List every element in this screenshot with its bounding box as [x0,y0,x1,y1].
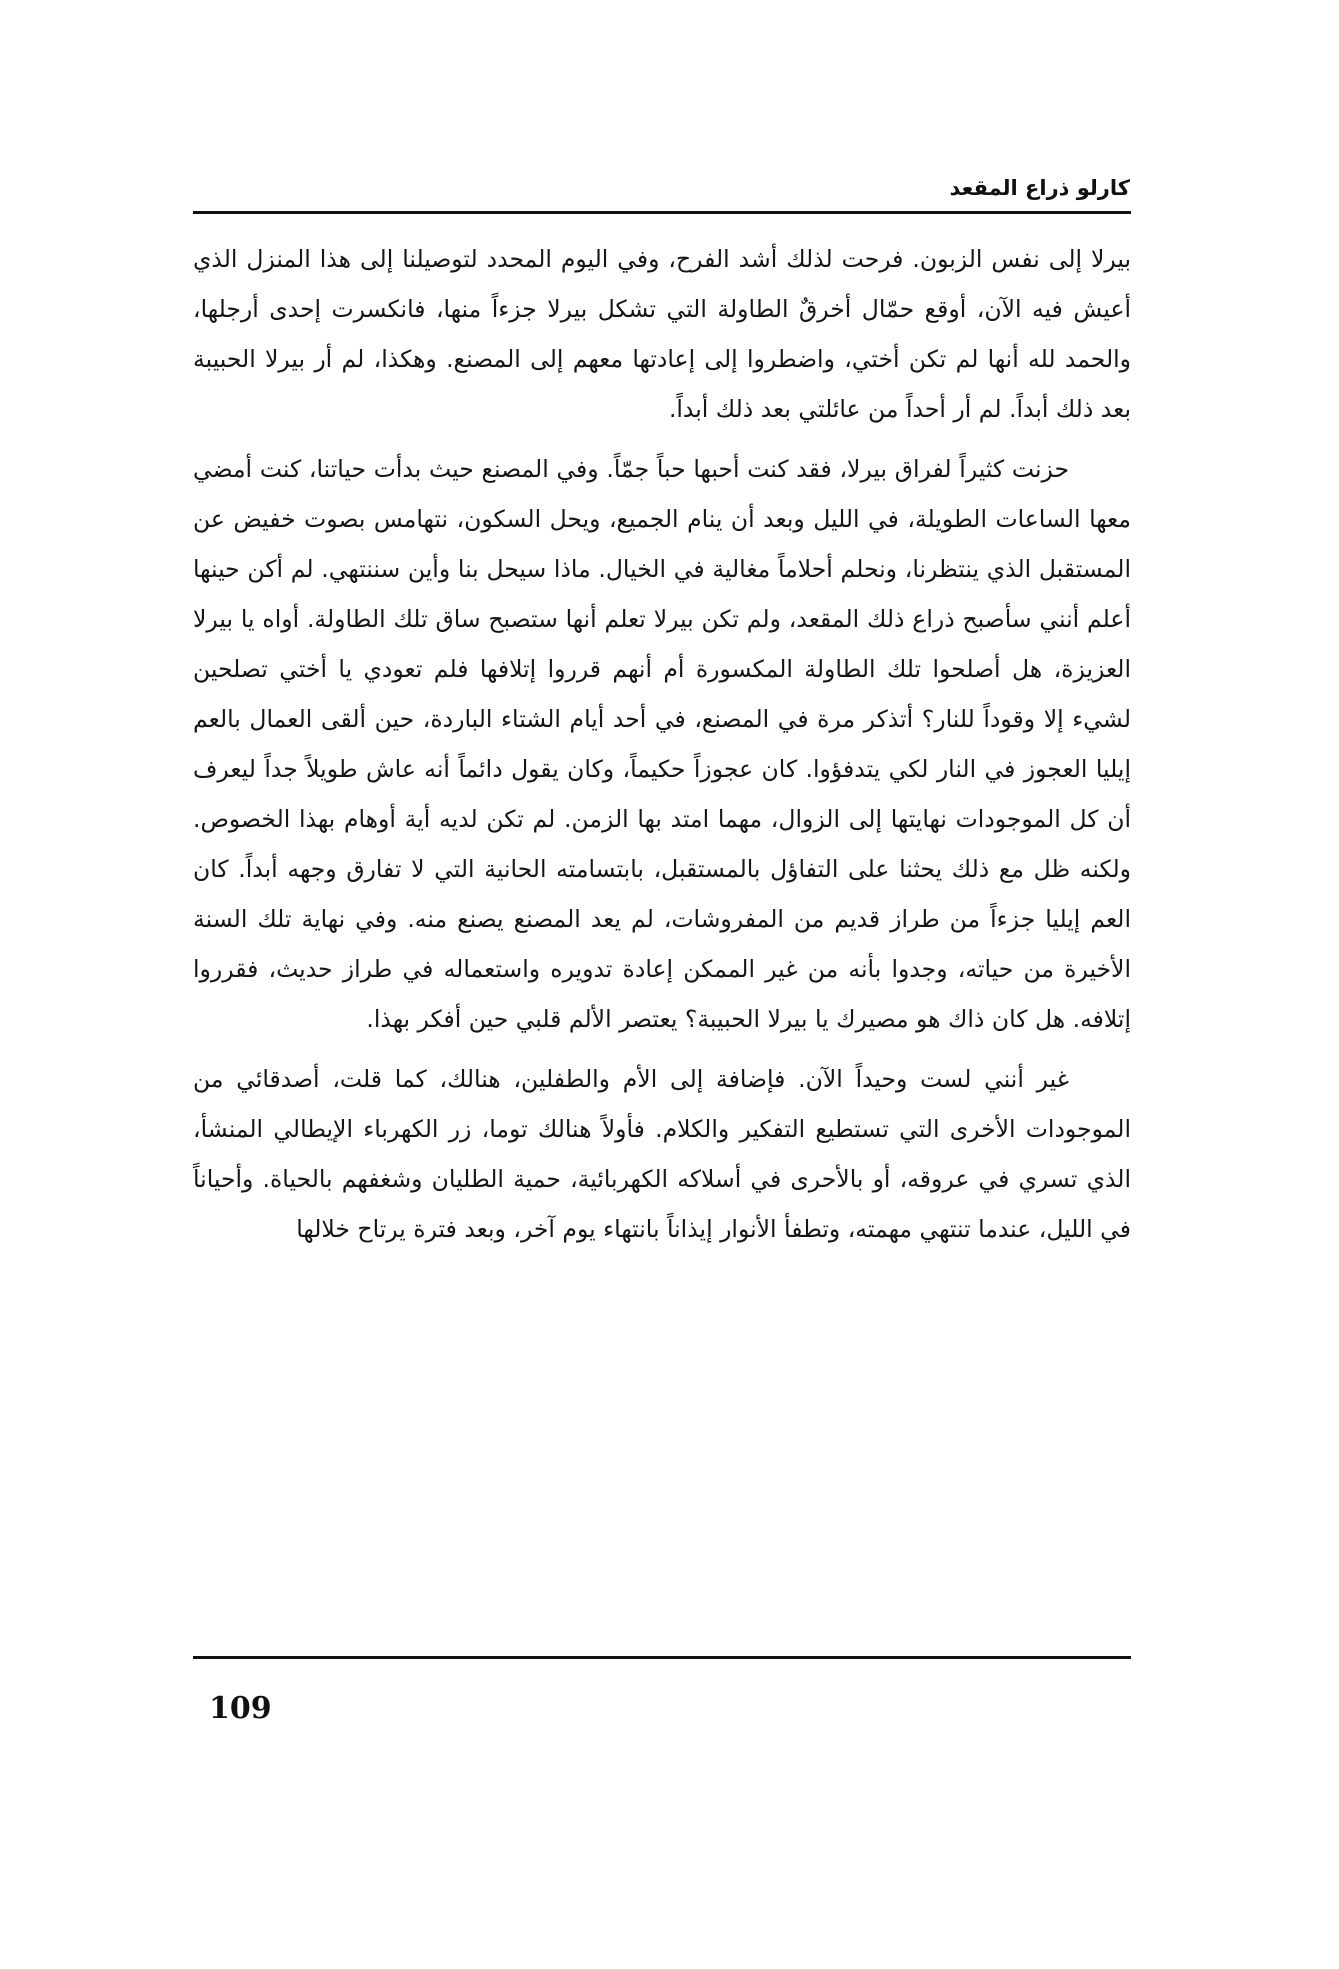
footer-rule [193,1656,1131,1659]
paragraph-1: بيرلا إلى نفس الزبون. فرحت لذلك أشد الفرح، وفي اليوم المحدد لتوصيلنا إلى هذا المنزل الذي أعيش فيه الآن، أوقع حمّال أخرقٌ الطاولة التي تشكل بيرلا جزءاً منها، فانكسرت إحدى أرجلها، والحمد لله أنها لم تكن أختي، واضطروا إلى إعادتها معهم إلى المصنع. وهكذا، لم أر بيرلا الحبيبة بعد ذلك أبداً. لم أر أحداً من عائلتي بعد ذلك أبداً. [193,245,1131,423]
paragraph-3: غير أنني لست وحيداً الآن. فإضافة إلى الأم والطفلين، هنالك، كما قلت، أصدقائي من الموجودات الأخرى التي تستطيع التفكير والكلام. فأولاً هنالك توما، زر الكهرباء الإيطالي المنشأ، الذي تسري في عروقه، أو بالأحرى في أسلاكه الكهربائية، حمية الطليان وشغفهم بالحياة. وأحياناً في الليل، عندما تنتهي مهمته، وتطفأ الأنوار إيذاناً بانتهاء يوم آخر، وبعد فترة يرتاح خلالها [193,1065,1131,1243]
header-rule [193,211,1131,214]
page-number: 109 [209,1691,272,1726]
body-text [193,234,1131,1264]
paragraph-2: حزنت كثيراً لفراق بيرلا، فقد كنت أحبها حباً جمّاً. وفي المصنع حيث بدأت حياتنا، كنت أمضي معها الساعات الطويلة، في الليل وبعد أن ينام الجميع، ويحل السكون، نتهامس بصوت خفيض عن المستقبل الذي ينتظرنا، ونحلم أحلاماً مغالية في الخيال. ماذا سيحل بنا وأين سننتهي. لم أكن حينها أعلم أنني سأصبح ذراع ذلك المقعد، ولم تكن بيرلا تعلم أنها ستصبح ساق تلك الطاولة. أواه يا بيرلا العزيزة، هل أصلحوا تلك الطاولة المكسورة أم أنهم قرروا إتلافها فلم تعودي يا أختي تصلحين لشيء إلا وقوداً للنار؟ أتذكر مرة في المصنع، في أحد أيام الشتاء الباردة، حين ألقى العمال بالعم إيليا العجوز في النار لكي يتدفؤوا. كان عجوزاً حكيماً، وكان يقول دائماً أنه عاش طويلاً جداً ليعرف أن كل الموجودات نهايتها إلى الزوال، مهما امتد بها الزمن. لم تكن لديه أية أوهام بهذا الخصوص. ولكنه ظل مع ذلك يحثنا على التفاؤل بالمستقبل، بابتسامته الحانية التي لا تفارق وجهه أبداً. كان العم إيليا جزءاً من طراز قديم من المفروشات، لم يعد المصنع يصنع منه. وفي نهاية تلك السنة الأخيرة من حياته، وجدوا بأنه من غير الممكن إعادة تدويره واستعماله في طراز حديث، فقرروا إتلافه. هل كان ذاك هو مصيرك يا بيرلا الحبيبة؟ يعتصر الألم قلبي حين أفكر بهذا. [193,455,1131,1033]
running-title: كارلو ذراع المقعد [949,176,1130,200]
